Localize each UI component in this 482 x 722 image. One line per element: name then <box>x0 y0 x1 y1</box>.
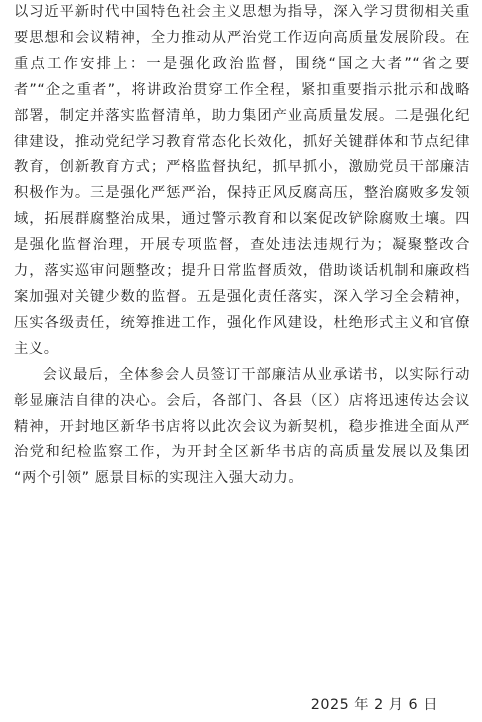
paragraph-work-plan: 以习近平新时代中国特色社会主义思想为指导，深入学习贯彻相关重要思想和会议精神，全力推动从严治党工作迈向高质量发展阶段。在重点工作安排上：一是强化政治监督，围绕“国之大者”“省之要者”“企之重者”，将讲政治贯穿工作全程，紧扣重要指示批示和战略部署，制定并落实监督清单，助力集团产业高质量发展。二是强化纪律建设，推动党纪学习教育常态化长效化，抓好关键群体和节点纪律教育，创新教育方式；严格监督执纪，抓早抓小，激励党员干部廉洁积极作为。三是强化严惩严治，保持正风反腐高压，整治腐败多发领域，拓展群腐整治成果，通过警示教育和以案促改铲除腐败土壤。四是强化监督治理，开展专项监督，查处违法违规行为；凝聚整改合力，落实巡审问题整改；提升日常监督质效，借助谈话机制和廉政档案加强对关键少数的监督。五是强化责任落实，深入学习全会精神，压实各级责任，统筹推进工作，强化作风建设，杜绝形式主义和官僚主义。 <box>14 4 470 357</box>
paragraph-conclusion: 会议最后，全体参会人员签订干部廉洁从业承诺书，以实际行动彰显廉洁自律的决心。会后，各部门、各县（区）店将迅速传达会议精神，开封地区新华书店将以此次会议为新契机，稳步推进全面从严治党和纪检监察工作，为开封全区新华书店的高质量发展以及集团 “两个引领” 愿景目标的实现注入强大动力。 <box>14 366 470 487</box>
document-body <box>14 0 470 492</box>
document-date: 2025 年 2 月 6 日 <box>310 697 438 713</box>
